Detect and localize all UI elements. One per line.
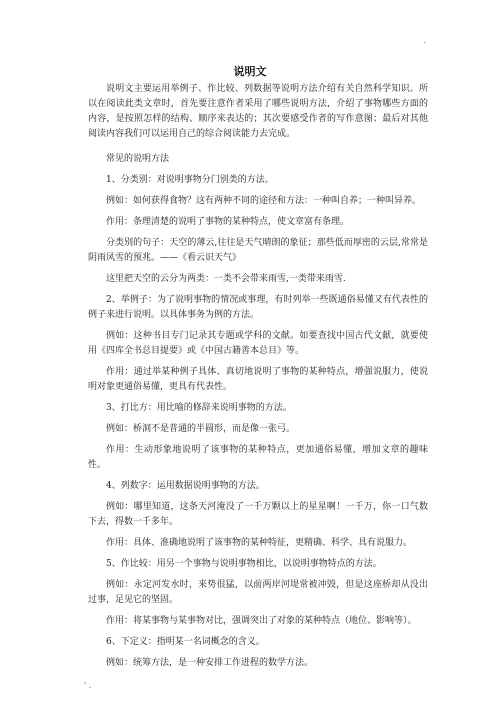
section-heading: 常见的说明方法 (106, 154, 170, 164)
effect-paragraph: 作用：条理清楚的说明了事物的某种特点，使文章富有条理。 (106, 217, 350, 227)
example-paragraph: 例如：这种书目专门记录其专题或学科的文献。如要查找中国古代文献，就要使用《四库全书总目提要》或《中国古籍善本总目》等。 (88, 331, 428, 356)
document-title: 说明文 (233, 65, 267, 78)
method-heading-definition: 6、下定义：指明某一名词概念的含义。 (106, 637, 265, 647)
method-heading-numbers: 4、列数字：运用数据说明事物的方法。 (106, 481, 265, 491)
method-heading-analogy: 3、打比方：用比喻的修辞来说明事物的方法。 (106, 403, 292, 413)
corner-mark-top: . (423, 36, 426, 45)
example-paragraph: 例如：桥洞不是普通的半圆形，而是像一张弓。 (106, 424, 296, 434)
example-paragraph: 例如：永定河发水时，来势很猛，以前两岸河堤常被冲毁，但是这座桥却从没出过事，足见它的坚固。 (88, 580, 428, 605)
intro-paragraph: 说明文主要运用举例子、作比较、列数据等说明方法介绍有关自然科学知识。所以在阅读此类文章时，首先要注意作者采用了哪些说明方法，介绍了事物哪些方面的内容，是按照怎样的结构、顺序来表达的；其次要感受作者的写作意图；最后对其他阅读内容我们可以运用自己的综合阅读能力去完成。 (88, 84, 428, 139)
effect-paragraph: 作用：生动形象地说明了该事物的某种特点，更加通俗易懂，增加文章的趣味性。 (88, 445, 428, 470)
example-paragraph: 例如：统筹方法，是一种安排工作进程的数学方法。 (106, 658, 314, 668)
method-heading-classification: 1、分类别：对说明事物分门别类的方法。 (106, 175, 274, 185)
example-paragraph: 例如：如何获得食物？这有两种不同的途径和方法：一种叫自养；一种叫异养。 (106, 196, 422, 206)
effect-paragraph: 作用：通过举某种例子具体、真切地说明了事物的某种特点，增强说服力，使说明对象更通俗易懂，更具有代表性。 (88, 367, 428, 392)
document-body (88, 82, 428, 671)
effect-paragraph: 作用：具体、准确地说明了该事物的某种特征，更精确、科学、具有说服力。 (106, 538, 413, 548)
explanation-paragraph: 这里把天空的云分为两类：一类不会带来雨雪,一类带来雨雪. (106, 274, 346, 284)
method-heading-comparison: 5、作比较：用另一个事物与说明事物相比，以说明事物特点的方法。 (106, 559, 382, 569)
example-sentence-paragraph: 分类别的句子：天空的薄云,往往是天气晴朗的象征；那些低而厚密的云层,常常是阴雨风雪的预兆。——《看云识天气》 (88, 238, 428, 263)
corner-mark-bottom: ' . (84, 681, 92, 690)
effect-paragraph: 作用：将某事物与某事物对比，强调突出了对象的某种特点（地位、影响等）。 (106, 616, 417, 626)
example-paragraph: 例如：哪里知道，这条天河淹没了一千万颗以上的星星啊！一千万，你一口气数下去，得数一千多年。 (88, 502, 428, 527)
method-heading-examples: 2、举例子：为了说明事物的情况或事理，有时列举一些既通俗易懂又有代表性的例子来进行说明。以具体事务为例的方法。 (88, 295, 428, 320)
